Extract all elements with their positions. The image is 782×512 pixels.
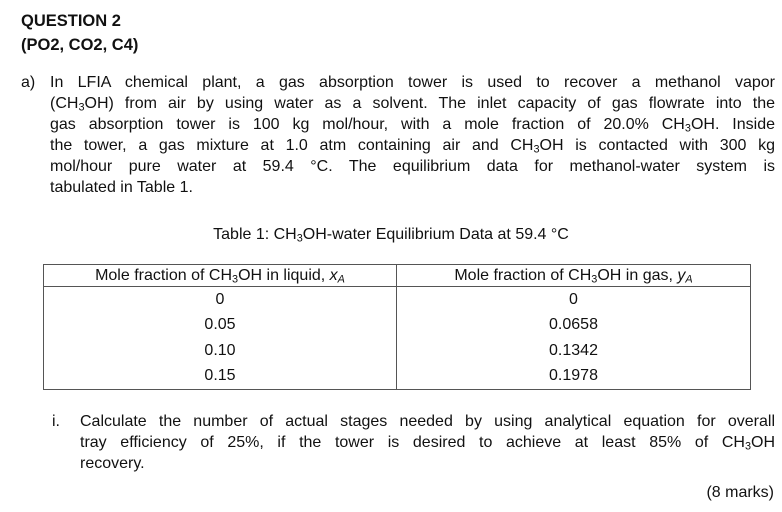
sub-question-marker: i. xyxy=(52,413,60,430)
subscript: A xyxy=(337,273,345,286)
text: tray efficiency of 25%, if the tower is desired to achieve at least 85% of CH xyxy=(80,434,745,451)
text: OH. Inside xyxy=(690,116,775,133)
paragraph-line xyxy=(50,114,775,135)
paragraph-line xyxy=(50,93,775,114)
cell-x: 0 xyxy=(44,287,397,313)
text: OH in gas, xyxy=(597,266,678,284)
variable: y xyxy=(677,266,686,284)
equilibrium-table xyxy=(43,264,751,390)
text: mol/hour pure water at 59.4 °C. The equilibrium data for methanol-water system is xyxy=(50,158,775,175)
variable: x xyxy=(329,266,338,284)
table-row xyxy=(44,287,751,313)
subscript: 3 xyxy=(296,232,303,245)
cell-y: 0.0658 xyxy=(397,313,751,338)
paragraph-line xyxy=(80,432,775,453)
subscript: 3 xyxy=(78,101,85,114)
paragraph-line xyxy=(50,156,775,177)
table-header-row xyxy=(44,265,751,287)
text: OH xyxy=(751,434,775,451)
learning-outcomes: (PO2, CO2, C4) xyxy=(21,36,139,54)
text: the tower, a gas mixture at 1.0 atm containing air and CH xyxy=(50,137,534,154)
paragraph-line xyxy=(80,453,775,474)
column-header-liquid xyxy=(44,265,397,287)
paragraph-line xyxy=(80,411,775,432)
text: Mole fraction of CH xyxy=(454,266,592,284)
marks-allocation: (8 marks) xyxy=(706,484,774,501)
text: OH in liquid, xyxy=(238,266,330,284)
subscript: 3 xyxy=(591,273,598,286)
cell-y: 0.1978 xyxy=(397,363,751,389)
subscript: 3 xyxy=(533,143,540,156)
subscript: 3 xyxy=(684,122,691,135)
text: (CH xyxy=(50,95,79,112)
cell-y: 0.1342 xyxy=(397,338,751,363)
text: Mole fraction of CH xyxy=(95,266,232,284)
sub-question-text xyxy=(80,411,775,474)
paragraph-line xyxy=(50,135,775,156)
text: OH) from air by using water as a solvent. The inlet capacity of gas flowrate into the xyxy=(84,95,775,112)
paragraph-line xyxy=(50,177,775,198)
subscript: A xyxy=(685,273,693,286)
text: In LFIA chemical plant, a gas absorption tower is used to recover a methanol vapor xyxy=(50,74,775,91)
question-title: QUESTION 2 xyxy=(21,12,121,30)
cell-x: 0.10 xyxy=(44,338,397,363)
text: OH-water Equilibrium Data at 59.4 °C xyxy=(302,226,569,243)
text: OH is contacted with 300 kg xyxy=(539,137,775,154)
paragraph-line xyxy=(50,72,775,93)
text: tabulated in Table 1. xyxy=(50,179,193,196)
table-row xyxy=(44,313,751,338)
table-caption xyxy=(0,225,782,245)
subscript: 3 xyxy=(232,273,239,286)
column-header-gas xyxy=(397,265,751,287)
cell-x: 0.05 xyxy=(44,313,397,338)
text: Calculate the number of actual stages needed by using analytical equation for overall xyxy=(80,413,775,430)
part-a-paragraph xyxy=(50,72,775,198)
table-row xyxy=(44,338,751,363)
part-a-marker: a) xyxy=(21,74,36,91)
text: Table 1: CH xyxy=(213,226,297,243)
subscript: 3 xyxy=(744,440,751,453)
table-row xyxy=(44,363,751,389)
text: gas absorption tower is 100 kg mol/hour, with a mole fraction of 20.0% CH xyxy=(50,116,685,133)
cell-x: 0.15 xyxy=(44,363,397,389)
cell-y: 0 xyxy=(397,287,751,313)
text: recovery. xyxy=(80,455,145,472)
